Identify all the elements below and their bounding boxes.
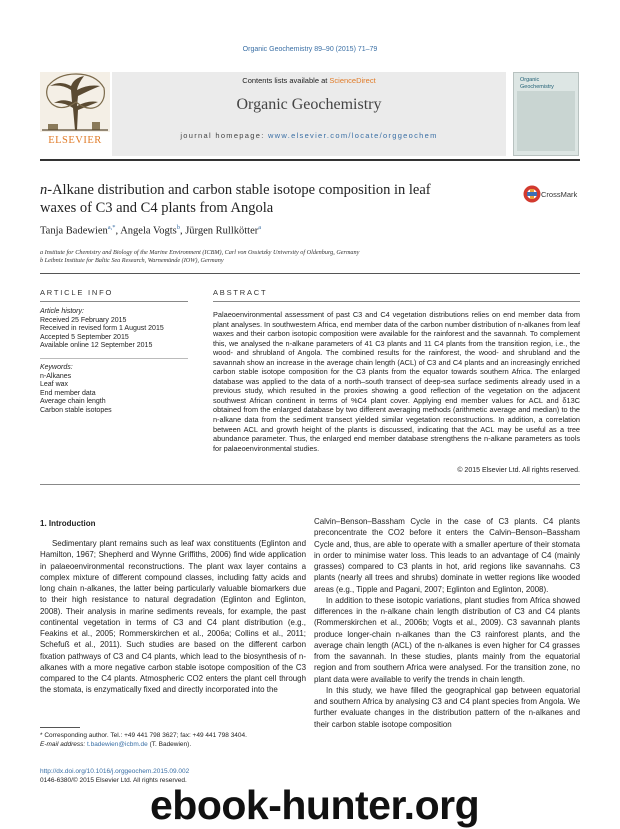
author-marks[interactable]: a,* <box>107 224 116 231</box>
abstract-bottom-rule <box>40 484 580 485</box>
keyword: End member data <box>40 389 96 397</box>
article-title-line-1: n-Alkane distribution and carbon stable isotope composition in leaf <box>40 182 431 198</box>
author-list: Tanja Badewien$^{a,*}$, Angela Vogts$^b$, Jürgen Rullkötter$^a$ <box>40 224 262 237</box>
sciencedirect-link[interactable]: ScienceDirect <box>329 76 376 85</box>
journal-homepage <box>112 131 506 140</box>
history-label: Article history: <box>40 308 84 315</box>
info-divider <box>40 358 188 359</box>
journal-cover-thumbnail[interactable] <box>513 72 579 156</box>
contents-availability <box>112 76 506 85</box>
affiliation-b: b Leibniz Institute for Baltic Sea Research, Warnemünde (IOW), Germany <box>40 257 224 264</box>
author-name[interactable]: Angela Vogts <box>120 225 177 237</box>
journal-title: Organic Geochemistry <box>236 96 382 113</box>
author-name[interactable]: Jürgen Rullkötter <box>185 225 259 237</box>
affiliation-rule <box>40 273 580 274</box>
article-title <box>40 181 500 217</box>
cover-artwork <box>517 91 575 151</box>
contents-prefix: Contents lists available at <box>242 76 330 85</box>
homepage-link[interactable]: www.elsevier.com/locate/orggeochem <box>267 131 438 140</box>
affiliation-a: a Institute for Chemistry and Biology of the Marine Environment (ICBM), Carl von Ossietzky University of Oldenburg, Germany <box>40 249 360 256</box>
keywords <box>40 364 180 416</box>
article-info-heading: ARTICLE INFO <box>40 288 114 297</box>
abstract-text: Palaeoenvironmental assessment of past C3 and C4 vegetation distributions relies on end member data from plant analyses. In southwestern Africa, end member data of the carbon number distribution of n-alkanes from leaf waxes and their carbon isotopic composition were available for the rainforest and the savannah. To complement this, we analysed the n-alkane parameters of 41 C3 plants and 11 C4 plants from the transition region, i.e., the wood- and shrubland of Angola. The combined results for the rainforest, the wood- and shrubland and the savannah show an increase in the average chain length (ACL) of C3 and C4 plants and an increasingly enriched carbon stable isotope composition for the C3 plants from the equator towards southern Africa. The enlarged database was applied to the data of a north–south transect of deep-sea surface sediments already used in a previous study, which resulted in the proxies showing a good reflection of the vegetation on the adjacent southwest African continent in terms of %C4 plant cover. Applying end member values for ACL and δ13C obtained from the enlarged database by two different averaging methods (arithmetic average and median) to the n-alkane data from the sediment transect yielded similar vegetation reconstructions. In addition, a correlation between ACL and growth height of the plants is discussed, indicating that the ACL may be useful as a tree abundance parameter. Thus, the enlarged end member database strengthens the n-alkane parameters as tools for palaeoenvironmental studies. <box>213 310 580 453</box>
footnote-email <box>40 741 310 750</box>
keyword: n-Alkanes <box>40 372 72 380</box>
email-suffix: (T. Badewien). <box>147 740 192 748</box>
intro-paragraph: Calvin–Benson–Bassham Cycle in the case of C3 plants. C4 plants preconcentrate the CO2 before it enters the Calvin–Benson–Bassham Cycle and, thus, are able to operate with a smaller aperture of their stomata in order to minimise water loss. This leads to an advantage of C4 (mainly grasses) compared to C3 plants in hot, arid regions like savannahs. C3 plants (nearly all trees and shrubs) dominate in wetter regions like wooded areas (e.g., Tipple and Pagani, 2007; Eglinton and Eglinton, 2008). <box>314 517 580 594</box>
author-marks[interactable]: b <box>176 224 180 231</box>
crossmark-label[interactable]: CrossMark <box>541 190 578 199</box>
keyword: Leaf wax <box>40 381 69 389</box>
history-item: Accepted 5 September 2015 <box>40 333 129 341</box>
footnote-contact: * Corresponding author. Tel.: +49 441 798 3627; fax: +49 441 798 3404. <box>40 732 247 739</box>
history-item: Received in revised form 1 August 2015 <box>40 325 164 333</box>
intro-right-column <box>314 516 580 730</box>
author-marks[interactable]: a <box>258 224 262 231</box>
journal-reference[interactable]: Organic Geochemistry 89–90 (2015) 71–79 <box>242 46 378 53</box>
corresponding-author-footnote <box>40 732 310 749</box>
abstract-copyright: © 2015 Elsevier Ltd. All rights reserved. <box>457 467 580 474</box>
doi-link[interactable]: http://dx.doi.org/10.1016/j.orggeochem.2015.09.002 <box>40 768 190 775</box>
header-rule <box>40 159 580 161</box>
footnote-rule <box>40 727 80 728</box>
homepage-prefix: journal homepage: <box>180 131 268 140</box>
email-link[interactable]: t.badewien@icbm.de <box>86 740 148 748</box>
email-label: E-mail address: <box>40 740 87 748</box>
abstract-rule <box>213 301 580 302</box>
author-name[interactable]: Tanja Badewien <box>40 225 108 237</box>
intro-paragraph: In this study, we have filled the geographical gap between equatorial and southern Africa by analysing C3 and C4 plant species from Angola. We further evaluate changes in the distribution pattern of the n-alkanes and their carbon stable isotope composition <box>314 685 580 729</box>
article-info-rule <box>40 301 188 302</box>
history-item: Received 25 February 2015 <box>40 316 127 324</box>
article-history <box>40 308 180 351</box>
intro-left-column <box>40 538 306 696</box>
issn-line: 0146-6380/© 2015 Elsevier Ltd. All rights reserved. <box>40 776 187 784</box>
publisher-name: ELSEVIER <box>48 135 102 146</box>
keyword: Carbon stable isotopes <box>40 406 112 414</box>
history-item: Available online 12 September 2015 <box>40 342 153 350</box>
watermark-text: ebook-hunter.org <box>150 782 480 828</box>
keywords-label: Keywords: <box>40 364 73 371</box>
cover-journal-title: Organic Geochemistry <box>520 77 554 90</box>
keyword: Average chain length <box>40 398 106 406</box>
article-title-line-2: waxes of C3 and C4 plants from Angola <box>40 200 274 216</box>
abstract-heading: ABSTRACT <box>213 288 268 297</box>
intro-paragraph: In addition to these isotopic variations, plant studies from Africa showed differences in the n-alkane chain length distribution of C3 and C4 plants (Rommerskirchen et al., 2006b; Vogts et al., 2009). C3 savannah plants produce longer-chain n-alkanes than the C3 rainforest plants, and the average chain length (ACL) of the n-alkanes is even higher for C4 grasses from the savannah. In these studies, plants mainly from the equatorial region and from southern Africa were analysed. For the transition zone, no plant data were available to verify the trends in chain length. <box>314 595 580 684</box>
introduction-heading: 1. Introduction <box>40 519 96 528</box>
intro-paragraph: Sedimentary plant remains such as leaf wax constituents (Eglinton and Hamilton, 1967; Shepherd and Wynne Griffiths, 2006) find wide application in palaeoenvironmental reconstructions. The plant wax layer contains a complex mixture of different compound classes, including fatty acids and long chain n-alkanes, the latter being particularly valuable biomarkers due to their high resistance to natural degradation (Eglinton and Eglinton, 2008). Their analysis in marine sediments reveals, for example, the past continental vegetation in terms of C3 and C4 plant distribution (e.g., Feakins et al., 2005; Rommerskirchen et al., 2006a; Collins et al., 2011; Schefuß et al., 2011). Such studies are based on the different carbon fixation pathways of C3 and C4 plants, which lead to the biosynthesis of n-alkanes with a more negative carbon stable isotope composition of the C3 compared to the C4 plants. Atmospheric CO2 enters the plant cell through the stomata, is enzymatically fixed and directly incorporated into the <box>40 539 306 695</box>
